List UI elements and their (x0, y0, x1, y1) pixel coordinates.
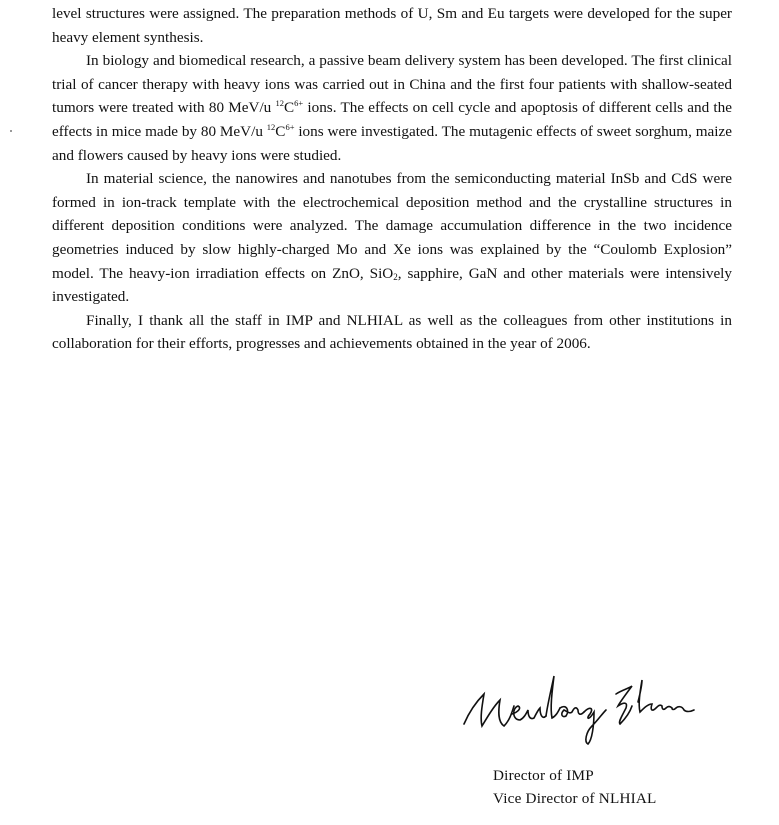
handwritten-signature (460, 672, 710, 757)
text-run: In biology and biomedical research, a passive beam delivery system has been developed. The first clinical trial of cancer therapy with heavy ions was carried out in China and the first four patients with shallow-seated tumors were treated with 80 MeV/u (52, 52, 732, 117)
text-run: , sapphire, GaN and other materials were intensively investigated. (52, 264, 732, 306)
superscript: 12 (266, 121, 276, 132)
text-run: C (284, 99, 295, 117)
text-run: ions. The effects on cell cycle and apoptosis of different cells and the effects in mice made by 80 MeV/u (52, 99, 732, 140)
text-run: In material science, the nanowires and nanotubes from the semiconducting material InSb and CdS were formed in ion-track template with the electrochemical deposition method and the crystalline structures in different deposition conditions were analyzed. The damage accumulation difference in the two incidence geometries induced by slow highly-charged Mo and Xe ions was explained by the “Coulomb Explosion” model. The heavy-ion irradiation effects on ZnO, SiO (52, 170, 732, 282)
paragraph-material-science (52, 167, 732, 309)
signer-title-director: Director of IMP (493, 767, 594, 784)
subscript: 2 (393, 271, 398, 282)
scan-artifact-dot (10, 130, 12, 132)
signature-block (493, 764, 657, 810)
text-run: Finally, I thank all the staff in IMP and NLHIAL as well as the colleagues from other institutions in collaboration for their efforts, progresses and achievements obtained in the year of 2006. (52, 311, 732, 353)
paragraph-biology (52, 49, 732, 167)
text-run: level structures were assigned. The preparation methods of U, Sm and Eu targets were developed for the super heavy element synthesis. (52, 5, 732, 46)
superscript: 12 (275, 98, 284, 109)
document-body (52, 2, 732, 356)
text-run: C (275, 122, 286, 140)
paragraph-targets (52, 2, 732, 49)
superscript: 6+ (285, 121, 295, 132)
signer-title-vice-director: Vice Director of NLHIAL (493, 790, 657, 807)
superscript: 6+ (294, 98, 304, 109)
text-run: ions were investigated. The mutagenic effects of sweet sorghum, maize and flowers caused by heavy ions were studied. (52, 122, 732, 164)
paragraph-acknowledgement (52, 309, 732, 356)
signature-image (460, 672, 710, 757)
